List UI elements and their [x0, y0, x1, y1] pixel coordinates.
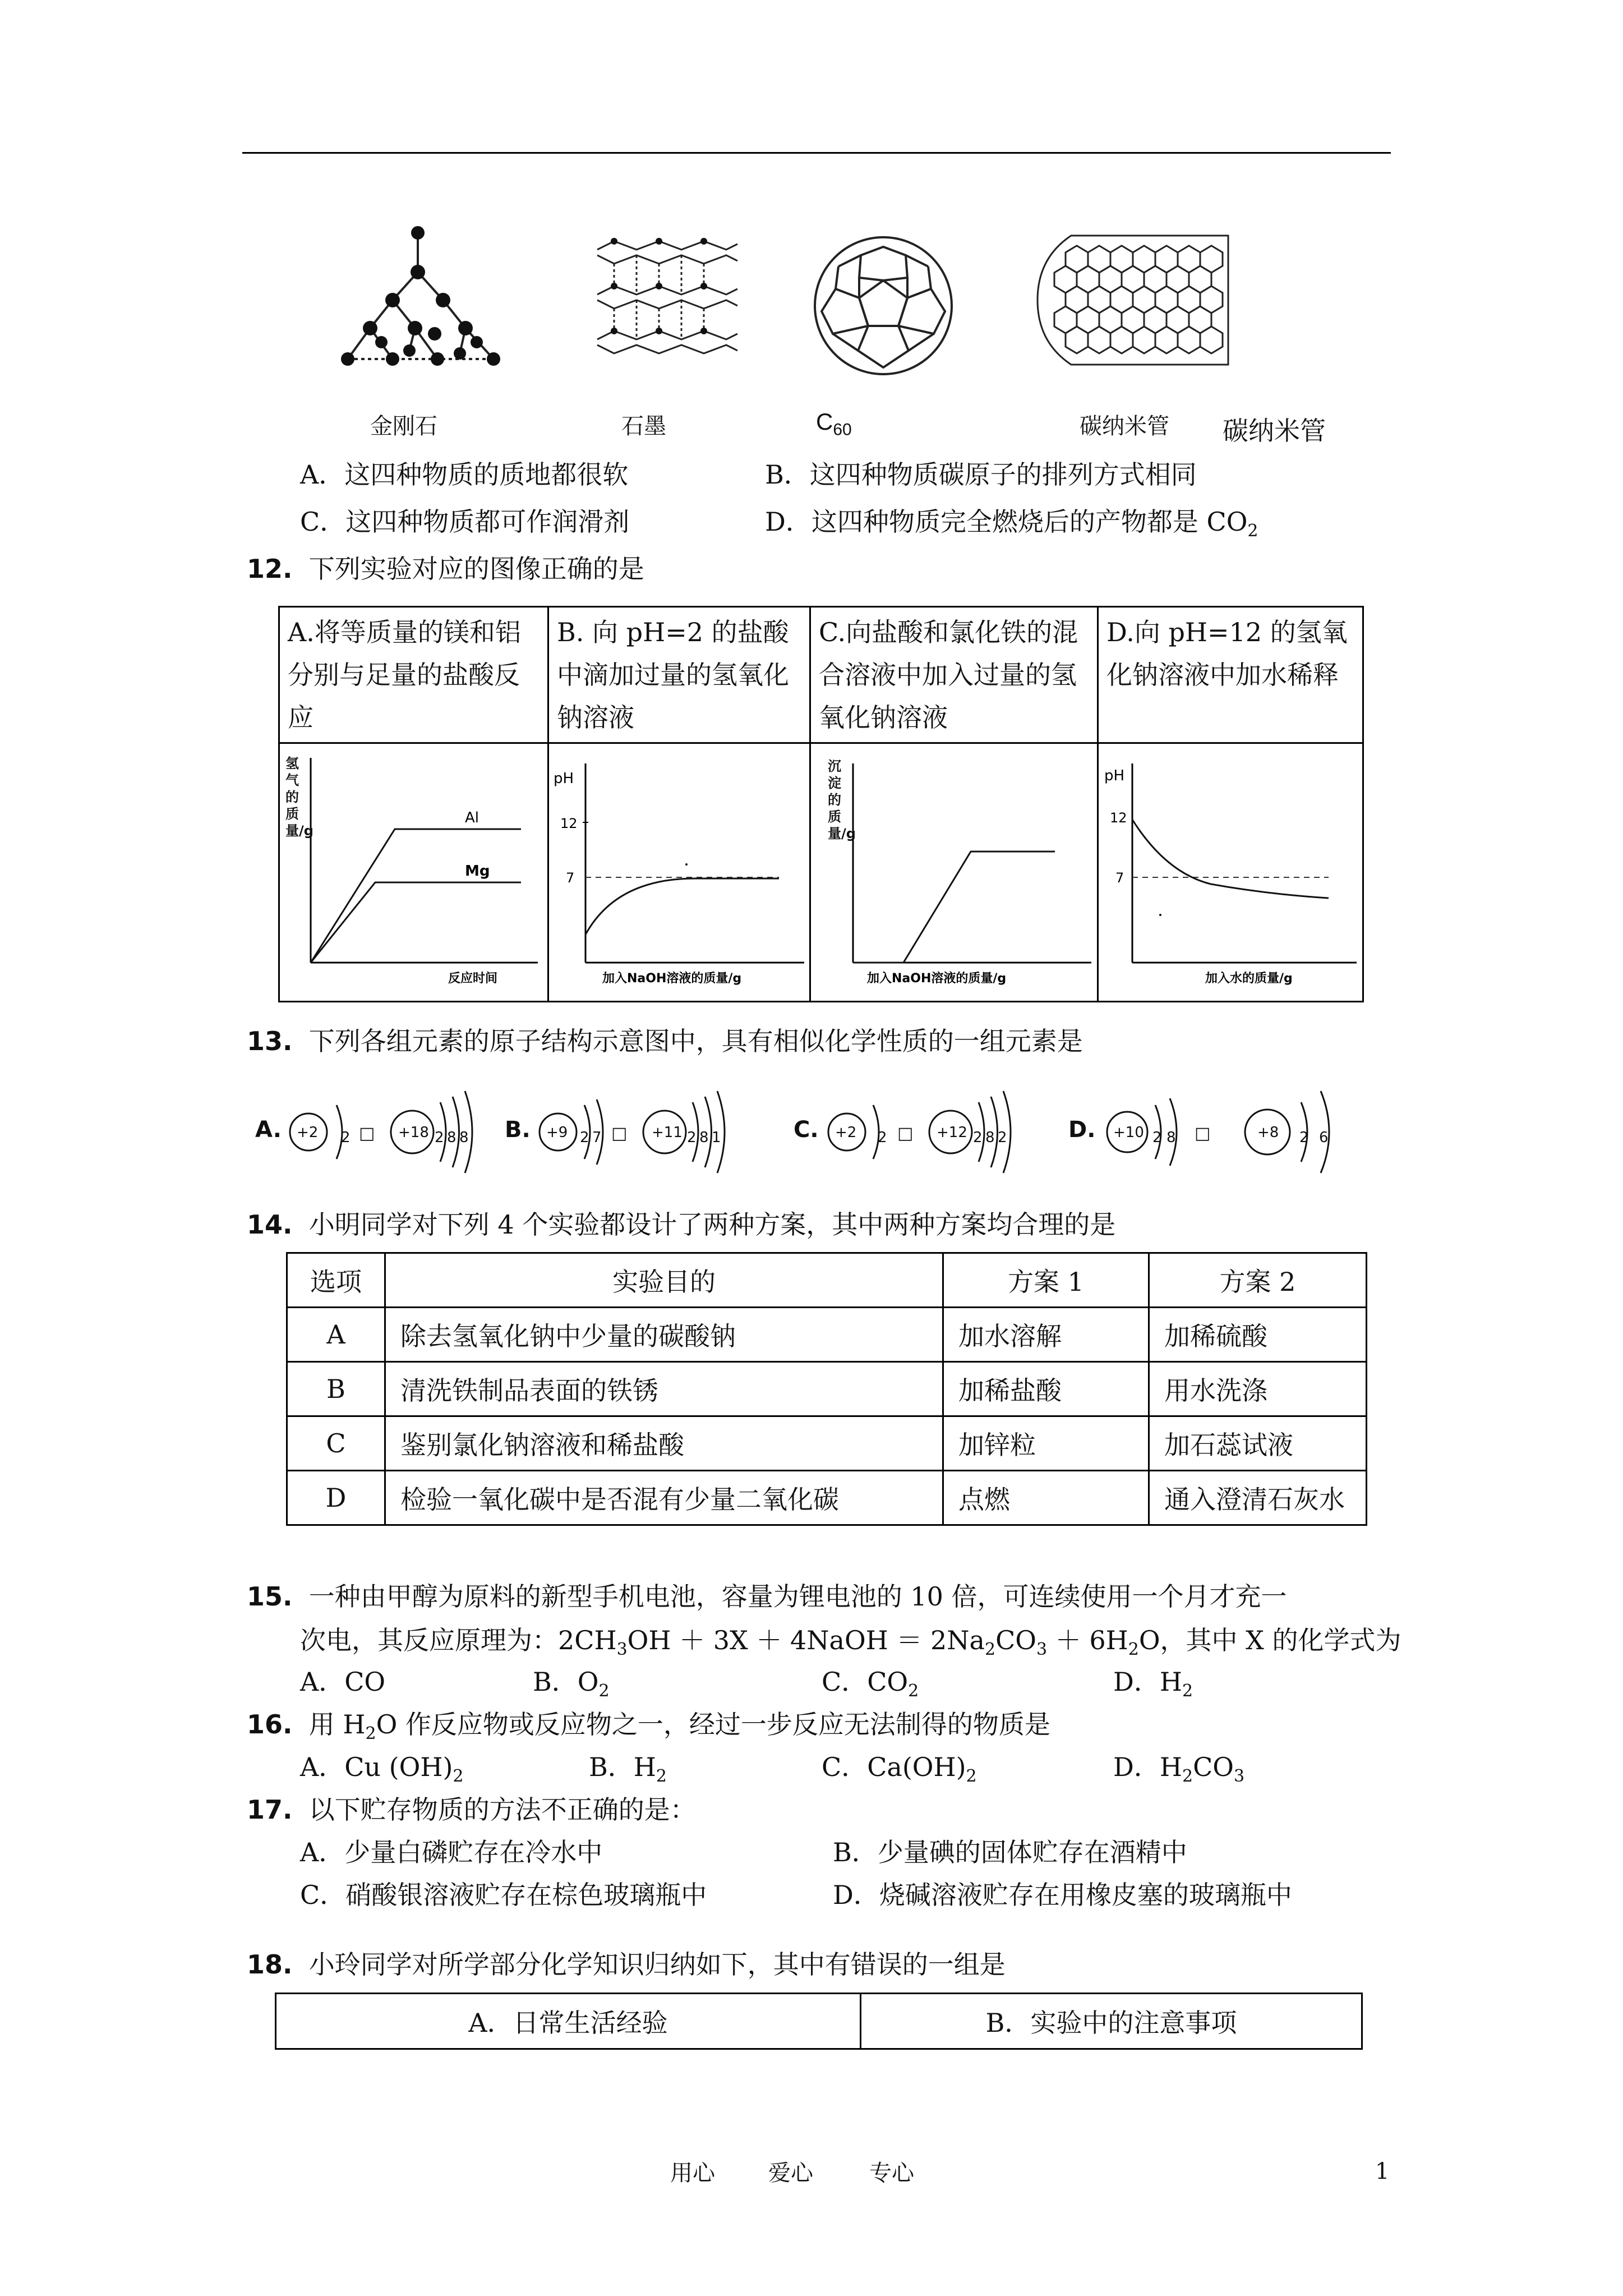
question-13 — [247, 1020, 1083, 1062]
q11-option-a: A．这四种物质的质地都很软 — [300, 459, 629, 490]
graph-d-tick-7: 7 — [1115, 870, 1124, 886]
q13-a2-shell3: 8 — [459, 1129, 469, 1146]
q13-b2-shell3: 1 — [712, 1129, 721, 1146]
caption-c60 — [816, 408, 852, 439]
q12-graph-a — [279, 743, 548, 1002]
q16-option-a — [300, 1746, 463, 1788]
q15-line1: 一种由甲醇为原料的新型手机电池，容量为锂电池的 10 倍，可连续使用一个月才充一 — [308, 1581, 1287, 1612]
q14-row-b-purpose: 清洗铁制品表面的铁锈 — [385, 1362, 943, 1416]
q13-b1-shell1: 2 — [580, 1129, 589, 1146]
q17-number: 17. — [247, 1795, 293, 1825]
graphite-structure-image — [592, 233, 743, 384]
q15-sub-h2: 2 — [1128, 1640, 1139, 1660]
q16-option-c-text: C．Ca(OH) — [822, 1752, 966, 1782]
q15-option-b-sub: 2 — [598, 1681, 610, 1701]
q11-option-b: B．这四种物质碳原子的排列方式相同 — [765, 459, 1197, 490]
q14-number: 14. — [247, 1209, 293, 1240]
caption-nanotube: 碳纳米管 — [1080, 413, 1169, 439]
q14-row-d-option: D — [287, 1471, 385, 1525]
q15-option-c-sub: 2 — [908, 1681, 919, 1701]
q14-header-row — [287, 1253, 1367, 1308]
q15-option-d — [1113, 1660, 1193, 1703]
graph-c-svg — [811, 744, 1097, 988]
q14-header-option: 选项 — [287, 1253, 385, 1308]
q13-b2-nucleus: +11 — [652, 1124, 683, 1141]
q13-atom-diagrams — [252, 1083, 1374, 1178]
graph-b-xlabel: 加入NaOH溶液的质量/g — [602, 972, 742, 986]
footer-item-1: 用心 — [670, 2160, 715, 2186]
q14-row-d-purpose: 检验一氧化碳中是否混有少量二氧化碳 — [385, 1471, 943, 1525]
q13-a2-shell2: 8 — [447, 1129, 457, 1146]
graph-b-tick-7: 7 — [566, 870, 575, 886]
q16-option-c-sub: 2 — [966, 1766, 977, 1787]
footer-item-2: 爱心 — [768, 2160, 813, 2186]
q14-row-c-purpose: 鉴别氯化钠溶液和稀盐酸 — [385, 1416, 943, 1471]
q13-c1-nucleus: +2 — [835, 1124, 857, 1141]
q13-stem: 下列各组元素的原子结构示意图中，具有相似化学性质的一组元素是 — [308, 1026, 1083, 1056]
q15-option-d-text: D．H — [1113, 1667, 1182, 1697]
question-17 — [247, 1788, 696, 1831]
q13-c-sep: □ — [897, 1124, 914, 1143]
q15-line2b: OH ＋ 3X ＋ 4NaOH ＝ 2Na — [627, 1625, 985, 1655]
q13-a1-nucleus: +2 — [297, 1124, 319, 1141]
graph-d-svg — [1099, 744, 1362, 988]
q17-option-a: A．少量白磷贮存在冷水中 — [300, 1837, 603, 1867]
q13-c2-shell3: 2 — [998, 1129, 1007, 1146]
q13-c1-shell1: 2 — [878, 1129, 887, 1146]
q14-header-purpose: 实验目的 — [385, 1253, 943, 1308]
graph-b-ylabel: pH — [554, 770, 574, 787]
caption-c60-sub: 60 — [833, 420, 852, 439]
q14-row-b-option: B — [287, 1362, 385, 1416]
q12-cell-b: B. 向 pH=2 的盐酸中滴加过量的氢氧化钠溶液 — [548, 607, 810, 743]
q16-stem-a: 用 H — [308, 1709, 366, 1740]
q13-a1-shell1: 2 — [341, 1129, 351, 1146]
q12-table — [278, 606, 1364, 1002]
q13-b2-shell2: 8 — [699, 1129, 709, 1146]
diamond-structure-image — [325, 222, 516, 390]
q18-header-a: A．日常生活经验 — [276, 1994, 861, 2049]
q15-sub-na2: 2 — [984, 1640, 996, 1660]
q18-stem: 小玲同学对所学部分化学知识归纳如下，其中有错误的一组是 — [308, 1949, 1006, 1980]
q15-line2d: ＋ 6H — [1047, 1625, 1128, 1655]
q12-number: 12. — [247, 554, 293, 584]
q14-stem: 小明同学对下列 4 个实验都设计了两种方案，其中两种方案均合理的是 — [308, 1209, 1116, 1240]
q13-b1-shell2: 7 — [592, 1129, 602, 1146]
q12-graph-d — [1098, 743, 1363, 1002]
question-14 — [247, 1203, 1115, 1246]
graph-c-xlabel: 加入NaOH溶液的质量/g — [867, 972, 1007, 986]
q12-graph-row — [279, 743, 1363, 1002]
q15-line2 — [300, 1619, 1401, 1662]
q13-number: 13. — [247, 1026, 293, 1056]
q16-option-d — [1113, 1746, 1244, 1788]
header-rule — [242, 152, 1391, 154]
c60-structure-image — [808, 227, 959, 384]
q14-row-a-plan2: 加稀硫酸 — [1149, 1308, 1367, 1362]
q15-option-b — [533, 1660, 610, 1703]
q11-option-d-sub: 2 — [1247, 521, 1258, 541]
q14-row-a-plan1: 加水溶解 — [943, 1308, 1149, 1362]
q16-option-a-sub: 2 — [453, 1766, 464, 1787]
q11-option-d — [765, 500, 1258, 543]
caption-c60-text: C — [816, 408, 833, 435]
graph-d-xlabel: 加入水的质量/g — [1205, 972, 1293, 986]
graph-a-svg — [280, 744, 543, 988]
q15-sub-co3: 3 — [1036, 1640, 1048, 1660]
q18-number: 18. — [247, 1949, 293, 1980]
q12-cell-c: C.向盐酸和氯化铁的混合溶液中加入过量的氢氧化钠溶液 — [810, 607, 1098, 743]
q18-header-row — [276, 1994, 1362, 2049]
q17-option-d: D．烧碱溶液贮存在用橡皮塞的玻璃瓶中 — [833, 1880, 1292, 1910]
q13-d1-nucleus: +10 — [1113, 1124, 1144, 1141]
q12-graph-c — [810, 743, 1098, 1002]
q13-c2-nucleus: +12 — [937, 1124, 967, 1141]
graph-b-svg — [549, 744, 809, 988]
q14-row-d-plan2: 通入澄清石灰水 — [1149, 1471, 1367, 1525]
page-number: 1 — [1375, 2159, 1390, 2184]
question-12 — [247, 547, 644, 590]
q14-row-c-option: C — [287, 1416, 385, 1471]
caption-graphite: 石墨 — [621, 413, 666, 439]
q16-option-d-tail: CO — [1193, 1752, 1234, 1782]
q18-header-b: B．实验中的注意事项 — [861, 1994, 1362, 2049]
q16-option-b-sub: 2 — [656, 1766, 667, 1787]
q15-option-d-sub: 2 — [1182, 1681, 1193, 1701]
q13-d2-shell2: 6 — [1319, 1129, 1329, 1146]
q13-d2-nucleus: +8 — [1257, 1124, 1279, 1141]
graph-a-series-mg: Mg — [465, 863, 490, 880]
q13-b2-shell1: 2 — [687, 1129, 697, 1146]
q12-stem: 下列实验对应的图像正确的是 — [308, 554, 644, 584]
q15-line2c: CO — [995, 1625, 1036, 1655]
q16-option-b — [589, 1746, 667, 1788]
q14-header-plan2: 方案 2 — [1149, 1253, 1367, 1308]
q13-d2-shell1: 2 — [1299, 1129, 1309, 1146]
q14-row-a-option: A — [287, 1308, 385, 1362]
q12-cell-d: D.向 pH=12 的氢氧化钠溶液中加水稀释 — [1098, 607, 1363, 743]
q16-option-d-sub1: 2 — [1182, 1766, 1193, 1787]
q14-row-c-plan1: 加锌粒 — [943, 1416, 1149, 1471]
q16-option-d-sub2: 3 — [1234, 1766, 1245, 1787]
caption-nanotube-extra: 碳纳米管 — [1223, 416, 1326, 446]
table-row — [287, 1362, 1367, 1416]
graph-a-series-al: Al — [465, 809, 479, 826]
q14-table — [286, 1252, 1367, 1526]
q17-option-b: B．少量碘的固体贮存在酒精中 — [833, 1837, 1187, 1867]
q12-text-row — [279, 607, 1363, 743]
q16-stem-sub: 2 — [365, 1724, 376, 1744]
q13-d1-shell2: 8 — [1166, 1129, 1176, 1146]
q18-table — [275, 1993, 1363, 2050]
q15-number: 15. — [247, 1581, 293, 1612]
q13-b-sep: □ — [611, 1124, 628, 1143]
q16-option-b-text: B．H — [589, 1752, 656, 1782]
table-row — [287, 1416, 1367, 1471]
q11-option-d-text: D．这四种物质完全燃烧后的产物都是 CO — [765, 507, 1248, 537]
q15-option-b-text: B．O — [533, 1667, 599, 1697]
q13-c2-shell1: 2 — [973, 1129, 983, 1146]
q11-option-c: C．这四种物质都可作润滑剂 — [300, 507, 630, 537]
q15-option-c-text: C．CO — [822, 1667, 909, 1697]
caption-diamond: 金刚石 — [370, 413, 437, 439]
q13-c2-shell2: 8 — [985, 1129, 995, 1146]
q15-sub-ch3: 3 — [616, 1640, 628, 1660]
q15-option-a: A．CO — [300, 1667, 386, 1697]
q16-option-d-text: D．H — [1113, 1752, 1182, 1782]
q13-d1-shell1: 2 — [1152, 1129, 1162, 1146]
q14-row-b-plan2: 用水洗涤 — [1149, 1362, 1367, 1416]
q16-option-a-text: A．Cu (OH) — [300, 1752, 453, 1782]
q13-label-b: B. — [505, 1117, 531, 1143]
q15-line2e: O，其中 X 的化学式为 — [1138, 1625, 1401, 1655]
graph-d-ylabel: pH — [1104, 767, 1125, 784]
table-row — [287, 1308, 1367, 1362]
carbon-nanotube-image — [1032, 230, 1234, 376]
q16-number: 16. — [247, 1709, 293, 1740]
q17-stem: 以下贮存物质的方法不正确的是： — [308, 1795, 696, 1825]
q16-option-c — [822, 1746, 977, 1788]
question-15 — [247, 1575, 1287, 1618]
q13-b1-nucleus: +9 — [546, 1124, 568, 1141]
q15-option-c — [822, 1660, 919, 1703]
graph-a-xlabel: 反应时间 — [448, 972, 498, 986]
q17-option-c: C．硝酸银溶液贮存在棕色玻璃瓶中 — [300, 1880, 707, 1910]
question-16 — [247, 1703, 1050, 1746]
q16-stem-b: O 作反应物或反应物之一，经过一步反应无法制得的物质是 — [376, 1709, 1050, 1740]
graph-d-tick-12: 12 — [1110, 810, 1127, 826]
footer-item-3: 专心 — [869, 2160, 914, 2186]
q15-line2a: 次电，其反应原理为：2CH — [300, 1625, 617, 1655]
q13-a-sep: □ — [359, 1124, 375, 1143]
q14-row-b-plan1: 加稀盐酸 — [943, 1362, 1149, 1416]
q13-label-a: A. — [255, 1117, 282, 1143]
table-row — [287, 1471, 1367, 1525]
q13-label-d: D. — [1068, 1117, 1096, 1143]
q12-cell-a: A.将等质量的镁和铝分别与足量的盐酸反应 — [279, 607, 548, 743]
q13-label-c: C. — [794, 1117, 819, 1143]
q13-d-sep: □ — [1195, 1124, 1211, 1143]
graph-b-tick-12: 12 — [560, 816, 578, 831]
q13-a2-shell1: 2 — [435, 1129, 444, 1146]
q14-header-plan1: 方案 1 — [943, 1253, 1149, 1308]
q14-row-d-plan1: 点燃 — [943, 1471, 1149, 1525]
q12-graph-b — [548, 743, 810, 1002]
q14-row-a-purpose: 除去氢氧化钠中少量的碳酸钠 — [385, 1308, 943, 1362]
graph-a-ylabel: 氢气的质量/g — [285, 756, 313, 839]
q14-row-c-plan2: 加石蕊试液 — [1149, 1416, 1367, 1471]
graph-c-ylabel: 沉淀的质量/g — [828, 758, 856, 841]
question-18 — [247, 1943, 1006, 1986]
q13-a2-nucleus: +18 — [398, 1124, 429, 1141]
